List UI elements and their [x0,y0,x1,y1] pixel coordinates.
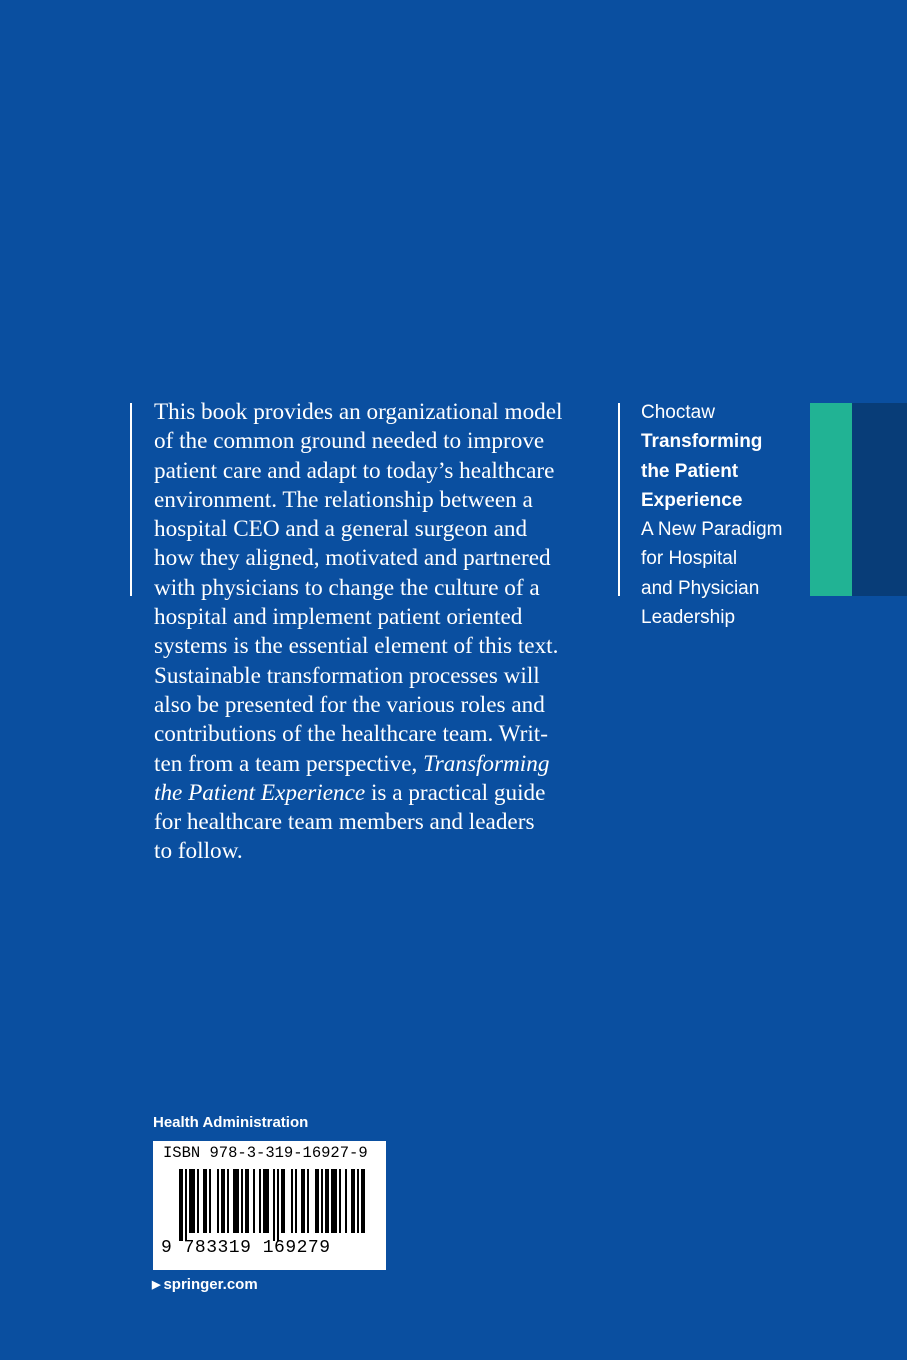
navy-color-band [852,403,907,596]
barcode-bar [331,1169,337,1233]
blurb-line: of the common ground needed to improve [154,428,545,455]
publisher-website: springer.com [163,1276,258,1293]
barcode-bar [273,1169,275,1241]
blurb-line [154,750,594,779]
barcode-bar [339,1169,341,1233]
blurb-line: hospital and implement patient oriented [154,604,523,631]
blurb-text: is a practical guide [365,779,546,806]
barcode-bar [263,1169,269,1233]
blurb-italic-title: the Patient Experience [154,779,366,806]
publisher-link[interactable] [152,1276,258,1293]
barcode-bar [241,1169,243,1233]
barcode-bar [291,1169,293,1233]
blurb-line: environment. The relationship between a [154,486,533,513]
barcode-bar [221,1169,225,1233]
spine-title-block [641,398,806,632]
isbn-barcode [153,1141,386,1270]
book-subtitle-line: A New Paradigm [641,519,783,541]
author-name: Choctaw [641,402,715,423]
barcode-bar [321,1169,323,1233]
barcode-bar [197,1169,199,1233]
blurb-rule [130,403,132,596]
book-subtitle-line: and Physician [641,577,760,599]
back-cover-blurb [154,398,594,867]
blurb-line: contributions of the healthcare team. Writ- [154,721,548,748]
barcode-bar [203,1169,207,1233]
barcode-bar [185,1169,187,1241]
barcode-bar [227,1169,229,1233]
blurb-line: with physicians to change the culture of a [154,574,540,601]
barcode-bar [301,1169,305,1233]
blurb-line: hospital CEO and a general surgeon and [154,516,528,543]
barcode-bar [325,1169,329,1233]
book-subtitle-line: for Hospital [641,548,738,570]
barcode-bar [361,1169,365,1233]
side-rule [618,403,620,596]
book-title-line: the Patient [641,460,739,482]
blurb-line: for healthcare team members and leaders [154,809,535,836]
subject-category: Health Administration [153,1114,309,1131]
blurb-italic-title: Transforming [423,750,550,777]
ean-digits: 9 783319 169279 [161,1238,331,1258]
barcode-bar [259,1169,261,1233]
barcode-bars [179,1169,369,1241]
barcode-bar [351,1169,355,1233]
blurb-line: patient care and adapt to today’s healthcare [154,457,555,484]
blurb-line: also be presented for the various roles and [154,691,545,718]
blurb-line: to follow. [154,838,243,865]
book-title-line: Experience [641,489,743,511]
book-subtitle-line: Leadership [641,607,736,629]
barcode-bar [233,1169,239,1233]
book-title-line: Transforming [641,431,763,453]
teal-color-band [810,403,852,596]
barcode-bar [281,1169,285,1233]
barcode-bar [179,1169,183,1241]
barcode-bar [253,1169,255,1233]
blurb-line: Sustainable transformation processes will [154,662,540,689]
barcode-bar [315,1169,319,1233]
blurb-line [154,779,594,808]
blurb-text: ten from a team perspective, [154,750,424,777]
blurb-line: This book provides an organizational model [154,399,563,425]
barcode-bar [295,1169,297,1233]
barcode-bar [189,1169,195,1233]
barcode-bar [217,1169,219,1233]
blurb-line: systems is the essential element of this text. [154,633,559,660]
barcode-bar [277,1169,279,1241]
barcode-bar [245,1169,249,1233]
barcode-bar [209,1169,211,1233]
barcode-bar [307,1169,309,1233]
barcode-bar [357,1169,359,1233]
isbn-number: ISBN 978-3-319-16927-9 [163,1144,368,1162]
barcode-bar [345,1169,347,1233]
blurb-line: how they aligned, motivated and partnered [154,545,551,572]
triangle-right-icon: ▶ [152,1279,161,1291]
